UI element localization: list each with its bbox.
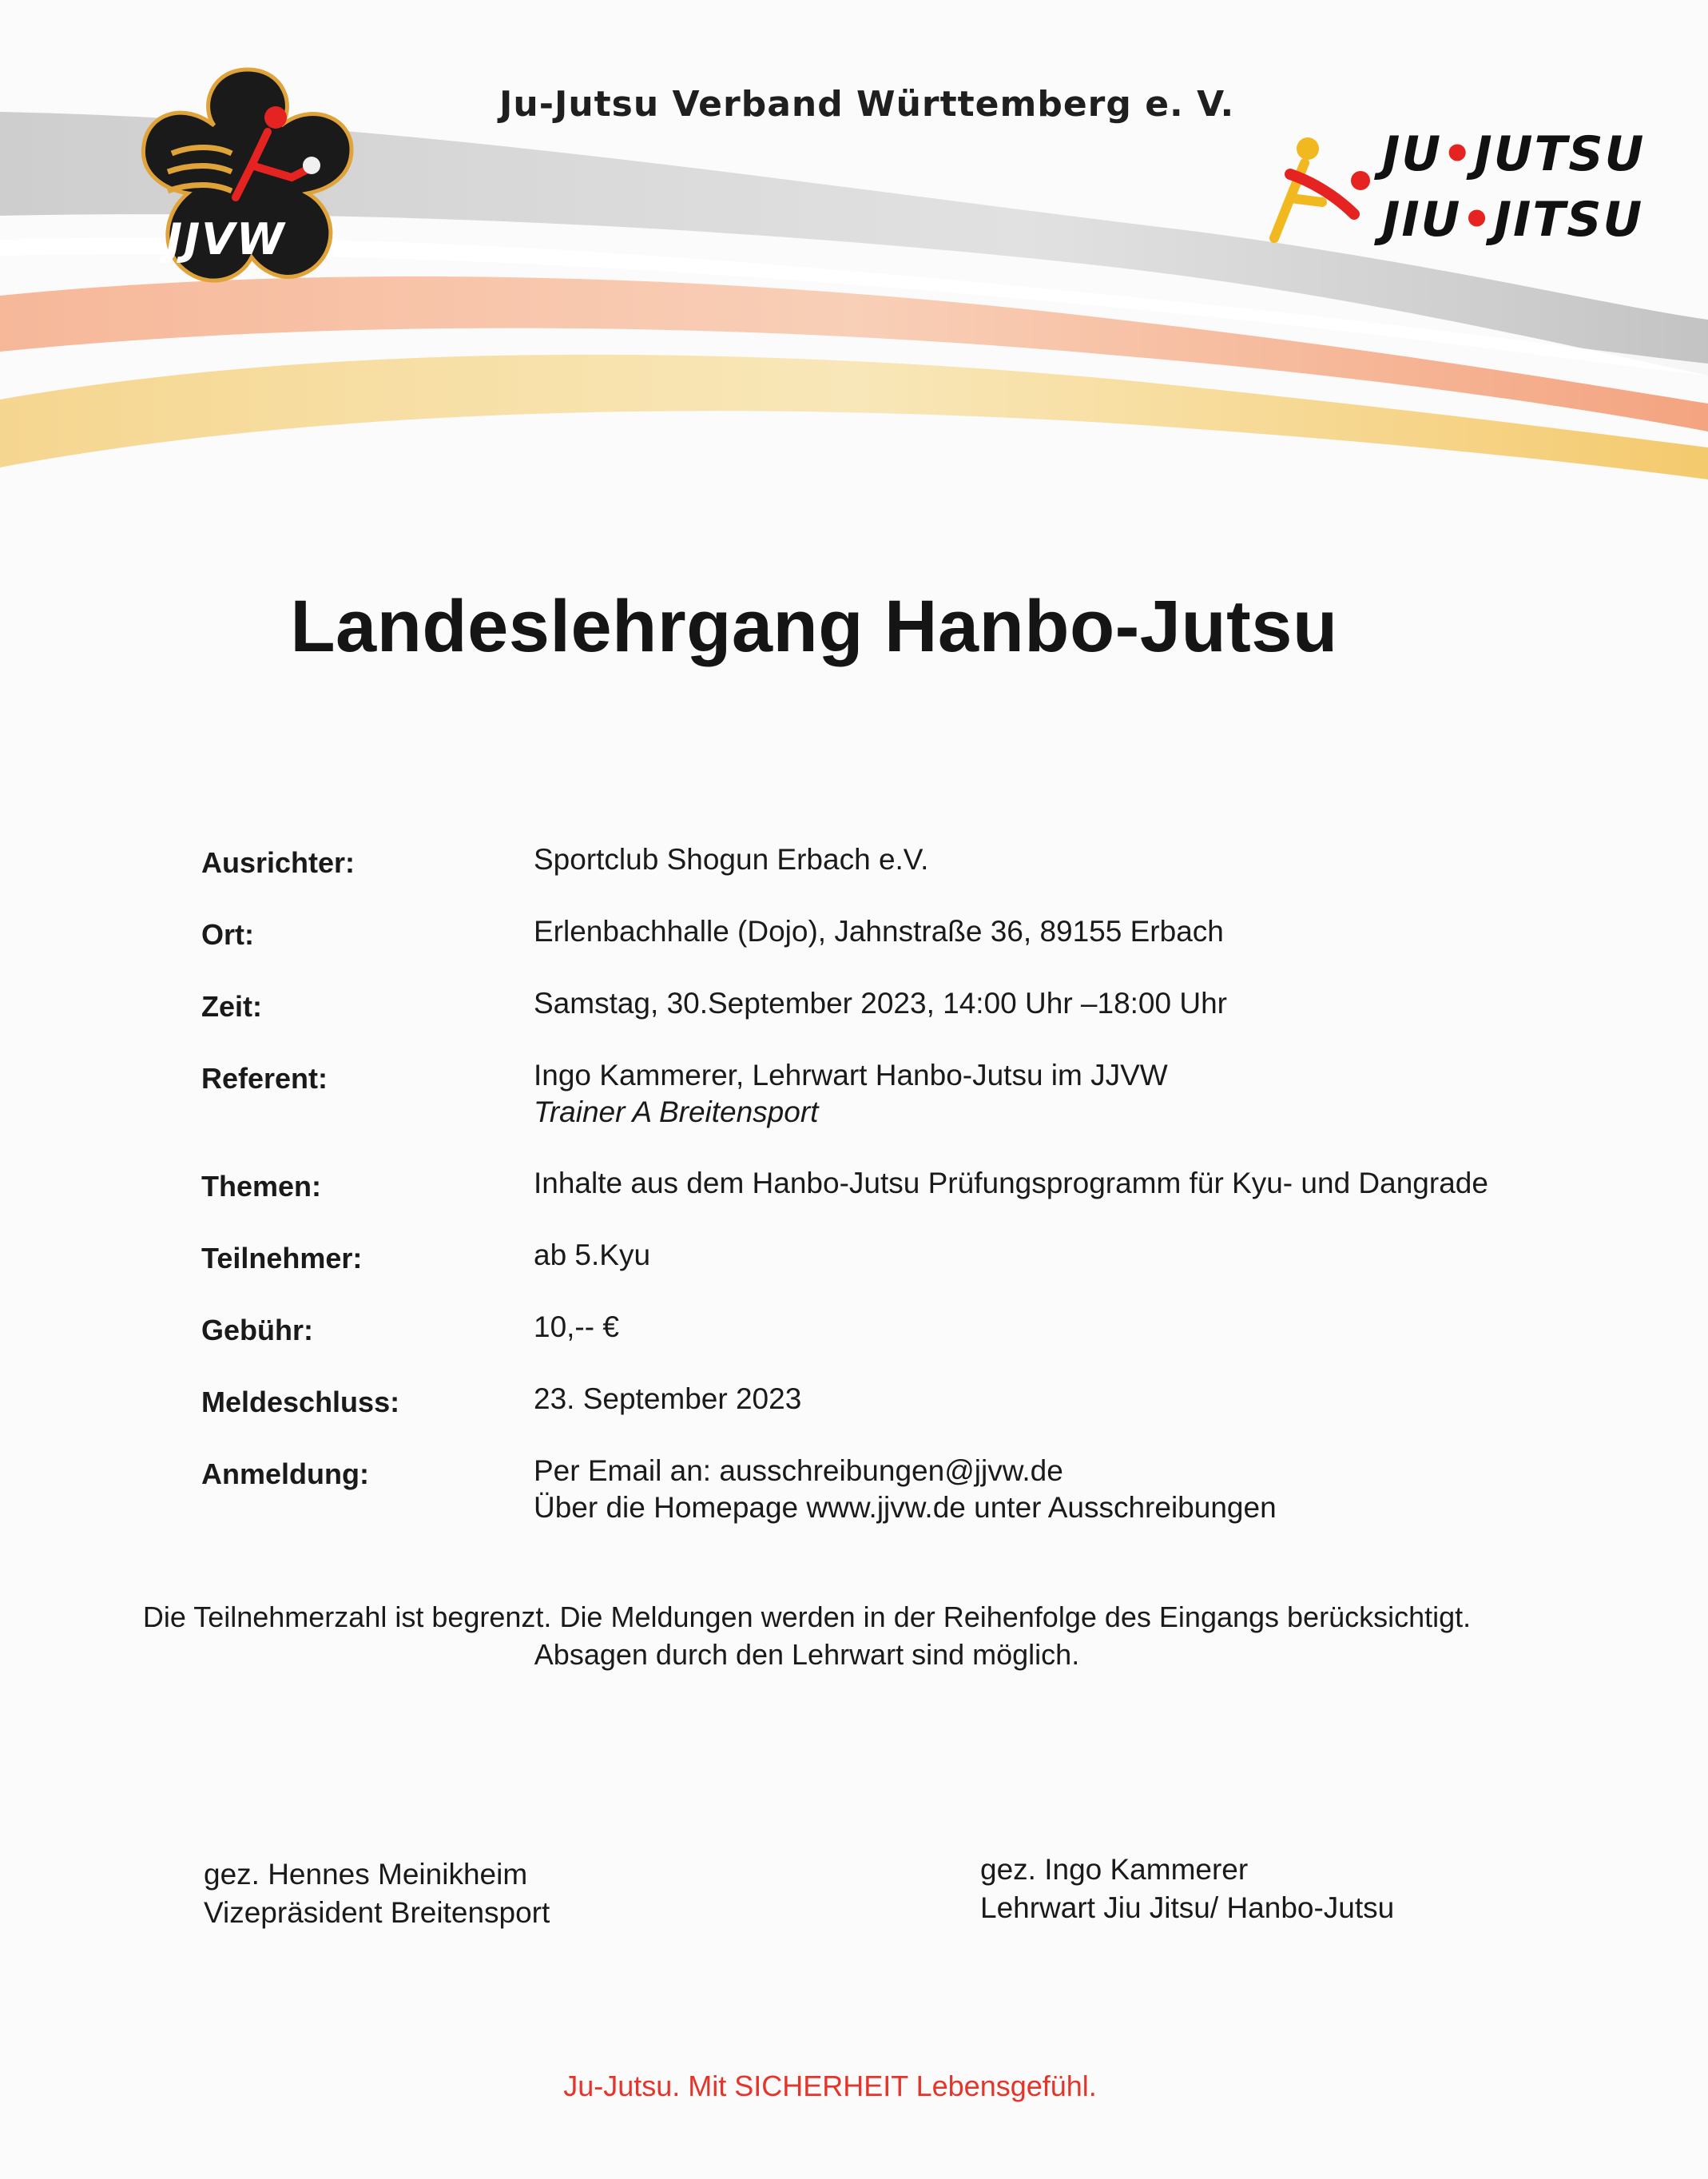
- detail-row-ausrichter: [201, 841, 928, 878]
- jujutsu-figure-icon: [1266, 126, 1378, 262]
- detail-value: 23. September 2023: [534, 1382, 802, 1415]
- detail-value: Erlenbachhalle (Dojo), Jahnstraße 36, 89155 Erbach: [534, 915, 1224, 948]
- signature-right-role: Lehrwart Jiu Jitsu/ Hanbo-Jutsu: [980, 1891, 1395, 1924]
- signature-left-role: Vizepräsident Breitensport: [204, 1896, 550, 1929]
- detail-row-anmeldung: [201, 1453, 1277, 1526]
- organization-name: Ju-Jutsu Verband Württemberg e. V.: [499, 84, 1235, 125]
- detail-row-gebuehr: [201, 1309, 619, 1346]
- participant-note: [96, 1598, 1518, 1673]
- detail-value: [201, 1059, 1168, 1131]
- detail-label: Themen:: [201, 1170, 322, 1203]
- detail-row-meldeschluss: [201, 1381, 801, 1418]
- detail-row-zeit: [201, 985, 1227, 1022]
- registration-homepage: Über die Homepage www.jjvw.de unter Ausschreibungen: [534, 1491, 1277, 1524]
- detail-label: Ort:: [201, 918, 254, 951]
- detail-label: Ausrichter:: [201, 846, 356, 879]
- jjvw-logo: [128, 66, 367, 297]
- detail-value: Sportclub Shogun Erbach e.V.: [534, 843, 929, 876]
- signature-left: [204, 1855, 550, 1932]
- note-line-2: Absagen durch den Lehrwart sind möglich.: [534, 1638, 1080, 1671]
- detail-value: Inhalte aus dem Hanbo-Jutsu Prüfungsprogramm für Kyu- und Dangrade: [534, 1167, 1488, 1199]
- detail-label: Zeit:: [201, 990, 262, 1023]
- detail-row-ort: [201, 913, 1224, 950]
- detail-row-themen: [201, 1165, 1488, 1202]
- signature-left-name: gez. Hennes Meinikheim: [204, 1858, 528, 1891]
- detail-label: Teilnehmer:: [201, 1242, 363, 1274]
- detail-value: Samstag, 30.September 2023, 14:00 Uhr –18:00 Uhr: [534, 987, 1227, 1020]
- detail-label: Gebühr:: [201, 1314, 313, 1346]
- logo-wordmark-line1: JU•JUTSU: [1382, 126, 1646, 182]
- detail-label: Anmeldung:: [201, 1457, 369, 1490]
- footer-slogan: Ju-Jutsu. Mit SICHERHEIT Lebensgefühl.: [563, 2070, 1097, 2102]
- detail-row-teilnehmer: [201, 1237, 650, 1274]
- referent-name: Ingo Kammerer, Lehrwart Hanbo-Jutsu im JJVW: [534, 1059, 1168, 1091]
- detail-value: 10,-- €: [534, 1310, 619, 1343]
- jjvw-logo-text: JJVW: [166, 214, 286, 264]
- signature-right: [980, 1851, 1394, 1927]
- page-title: Landeslehrgang Hanbo-Jutsu: [290, 586, 1338, 667]
- registration-email: Per Email an: ausschreibungen@jjvw.de: [534, 1454, 1063, 1487]
- detail-label: Meldeschluss:: [201, 1386, 400, 1418]
- ju-jutsu-logo: [1266, 126, 1650, 262]
- detail-value: ab 5.Kyu: [534, 1239, 651, 1271]
- logo-wordmark-line2: JIU•JITSU: [1382, 192, 1644, 248]
- referent-qualification: Trainer A Breitensport: [534, 1095, 819, 1128]
- detail-row-referent: [201, 1057, 1168, 1131]
- note-line-1: Die Teilnehmerzahl ist begrenzt. Die Meldungen werden in der Reihenfolge des Eingangs berücksichtigt.: [142, 1600, 1472, 1633]
- signature-right-name: gez. Ingo Kammerer: [980, 1853, 1249, 1886]
- detail-label: Referent:: [201, 1062, 328, 1095]
